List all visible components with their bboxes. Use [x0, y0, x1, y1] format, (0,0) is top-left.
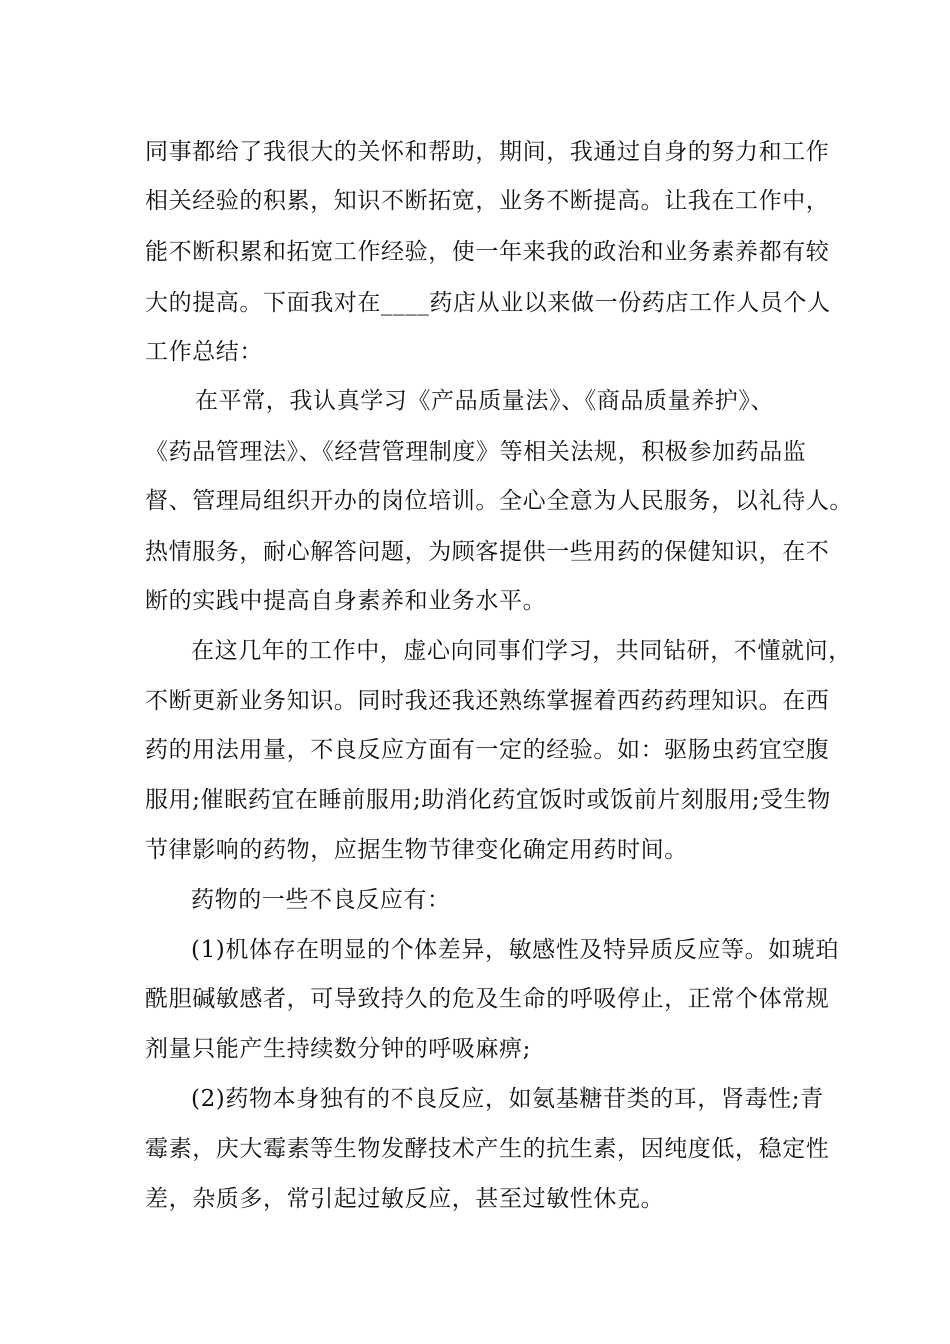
text-line: 相关经验的积累，知识不断拓宽，业务不断提高。让我在工作中， — [145, 188, 830, 214]
text-line: 在这几年的工作中，虚心向同事们学习，共同钻研，不懂就问， — [191, 638, 852, 664]
text-line: 断的实践中提高自身素养和业务水平。 — [145, 588, 547, 614]
text-line: 同事都给了我很大的关怀和帮助，期间，我通过自身的努力和工作 — [145, 139, 830, 165]
text-line: 能不断积累和拓宽工作经验，使一年来我的政治和业务素养都有较 — [145, 239, 830, 265]
text-line: 酰胆碱敏感者，可导致持久的危及生命的呼吸停止，正常个体常规 — [145, 986, 830, 1012]
text-line: 热情服务，耐心解答问题，为顾客提供一些用药的保健知识，在不 — [145, 539, 830, 565]
text-line: 药的用法用量，不良反应方面有一定的经验。如：驱肠虫药宜空腹 — [145, 737, 830, 763]
text-line: 督、管理局组织开办的岗位培训。全心全意为人民服务，以礼待人。 — [145, 488, 853, 514]
text-line: 霉素，庆大霉素等生物发酵技术产生的抗生素，因纯度低，稳定性 — [145, 1136, 830, 1162]
text-line: 服用;催眠药宜在睡前服用;助消化药宜饭时或饭前片刻服用;受生物 — [145, 787, 831, 813]
text-line: 差，杂质多，常引起过敏反应，甚至过敏性休克。 — [145, 1186, 665, 1212]
text-line: 节律影响的药物，应据生物节律变化确定用药时间。 — [145, 837, 688, 863]
text-line: 药物的一些不良反应有： — [191, 887, 451, 913]
text-line: 在平常，我认真学习《产品质量法》、《商品质量养护》、 — [195, 388, 775, 414]
text-line: 不断更新业务知识。同时我还我还熟练掌握着西药药理知识。在西 — [145, 688, 830, 714]
text-line: 工作总结： — [145, 339, 263, 365]
text-line: 剂量只能产生持续数分钟的呼吸麻痹; — [145, 1036, 531, 1062]
text-line: 大的提高。下面我对在____药店从业以来做一份药店工作人员个人 — [145, 290, 831, 316]
text-line: (1)机体存在明显的个体差异，敏感性及特异质反应等。如琥珀 — [191, 937, 839, 963]
text-line: 《药品管理法》、《经营管理制度》等相关法规，积极参加药品监 — [145, 439, 807, 465]
text-line: (2)药物本身独有的不良反应，如氨基糖苷类的耳，肾毒性;青 — [191, 1086, 824, 1112]
